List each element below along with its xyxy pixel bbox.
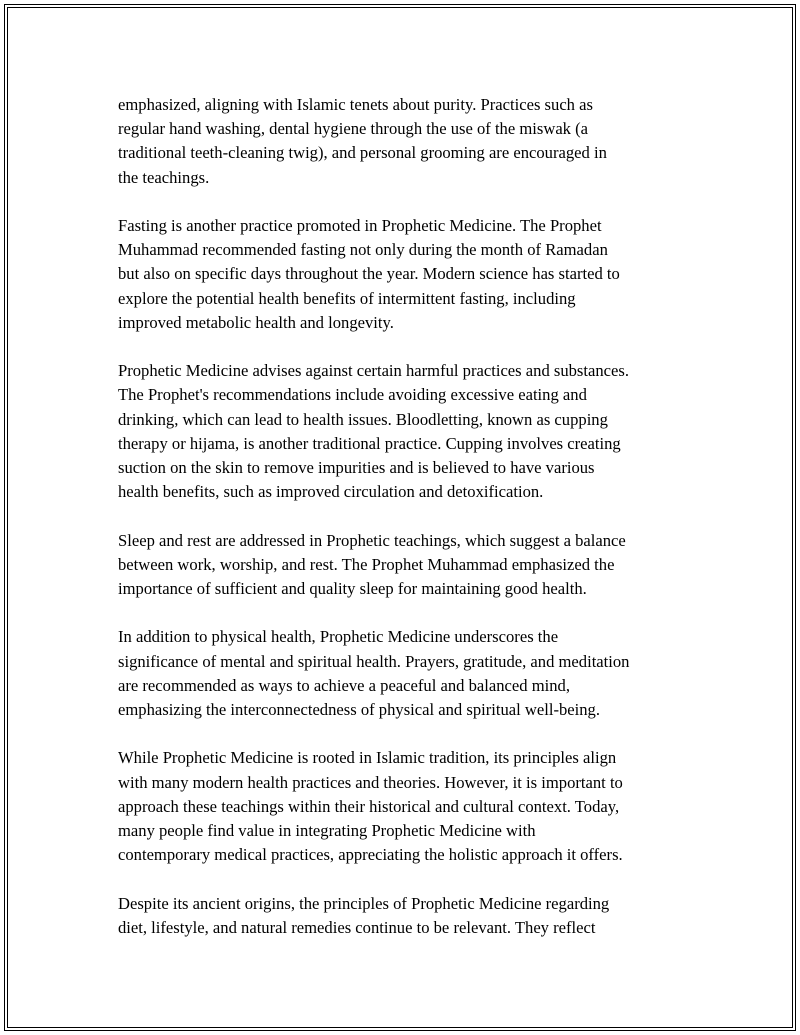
paragraph-relevance: Despite its ancient origins, the principles of Prophetic Medicine regarding diet, lifestyle, and natural remedies continue to be relevant. They reflect xyxy=(118,893,610,937)
paragraph-fasting: Fasting is another practice promoted in Prophetic Medicine. The Prophet Muhammad recommended fasting not only during the month of Ramadan but also on specific days throughout the year. Modern science has started to explore the potential health benefits of intermittent fasting, including improved metabolic health and longevity. xyxy=(118,216,620,332)
paragraph-mental-health: In addition to physical health, Prophetic Medicine underscores the significance of mental and spiritual health. Prayers, gratitude, and meditation are recommended as ways to achieve a peaceful and balanced mind, emphasizing the interconnectedness of physical and spiritual well-being. xyxy=(118,627,630,720)
paragraph-harmful-practices: Prophetic Medicine advises against certain harmful practices and substances. The Prophet's recommendations include avoiding excessive eating and drinking, which can lead to health issues. Bloodletting, known as cupping therapy or hijama, is another traditional practice. Cupping involves creating suction on the skin to remove impurities and is believed to have various health benefits, such as improved circulation and detoxification. xyxy=(118,361,630,502)
paragraph-hygiene: emphasized, aligning with Islamic tenets about purity. Practices such as regular hand washing, dental hygiene through the use of the miswak (a traditional teeth-cleaning twig), and personal grooming are encouraged in the teachings. xyxy=(118,95,607,187)
document-body xyxy=(118,93,698,964)
paragraph-sleep: Sleep and rest are addressed in Prophetic teachings, which suggest a balance between work, worship, and rest. The Prophet Muhammad emphasized the importance of sufficient and quality sleep for maintaining good health. xyxy=(118,530,626,599)
paragraph-modern-practices: While Prophetic Medicine is rooted in Islamic tradition, its principles align with many modern health practices and theories. However, it is important to approach these teachings within their historical and cultural context. Today, many people find value in integrating Prophetic Medicine with contemporary medical practices, appreciating the holistic approach it offers. xyxy=(118,748,623,865)
